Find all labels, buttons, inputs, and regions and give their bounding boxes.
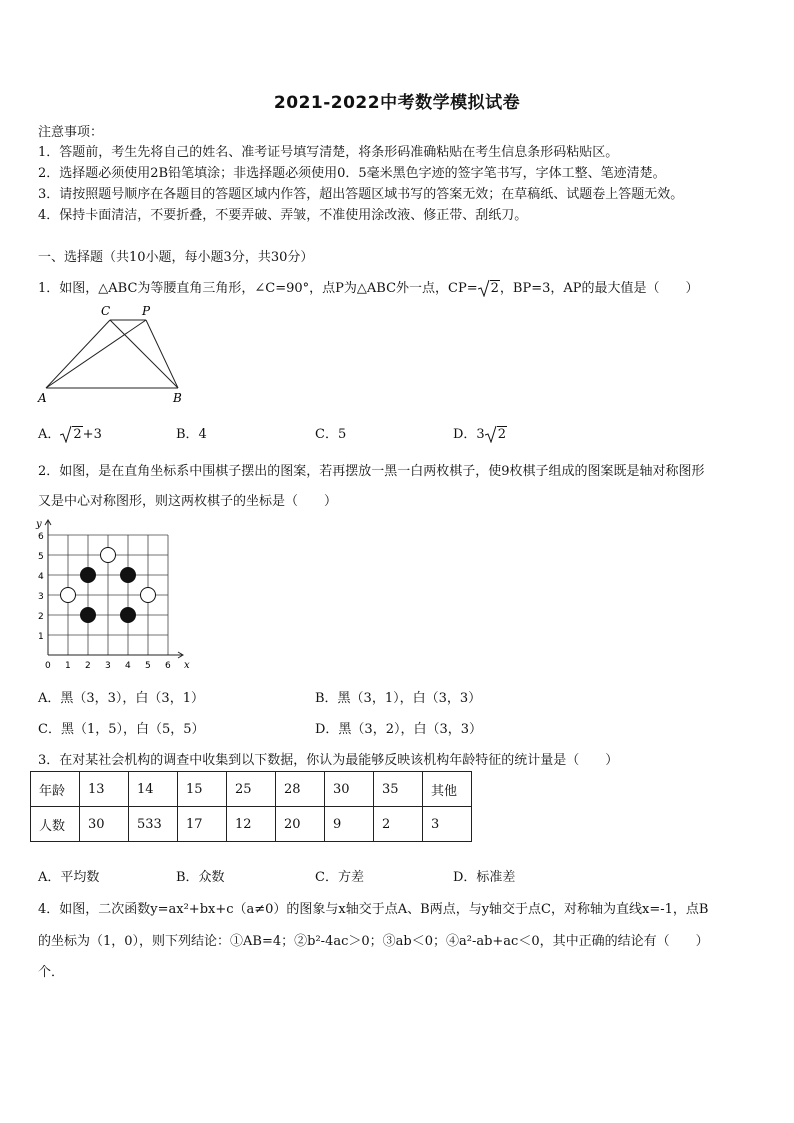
- q2-option-c[interactable]: C．黑（1，5），白（5，5）: [38, 722, 205, 737]
- q3-option-c[interactable]: C．方差: [315, 870, 364, 885]
- black-stone: [121, 568, 136, 583]
- table-cell: 年龄: [31, 772, 80, 807]
- white-stone: [61, 588, 76, 603]
- x-axis-label: x: [184, 660, 190, 671]
- question-4-stem-end: 个．: [38, 965, 65, 980]
- sqrt-expression: [485, 427, 507, 442]
- radicand: 2: [73, 427, 82, 442]
- notice-heading: 注意事项：: [38, 125, 104, 140]
- radicand: 2: [497, 427, 506, 442]
- white-stone: [141, 588, 156, 603]
- label-C: C: [101, 304, 111, 318]
- x-tick-label: 6: [165, 661, 171, 671]
- q1-text-after: ，BP=3，AP的最大值是（ ）: [499, 281, 699, 296]
- sqrt-expression: [478, 281, 500, 296]
- q2-option-d[interactable]: D．黑（3，2），白（3，3）: [315, 722, 483, 737]
- table-row-count: [31, 807, 472, 842]
- x-tick-label: 0: [45, 661, 51, 671]
- table-cell: 12: [227, 807, 276, 842]
- q3-option-a[interactable]: A．平均数: [38, 870, 100, 885]
- notice-item: 1．答题前，考生先将自己的姓名、准考证号填写清楚，将条形码准确粘贴在考生信息条形码粘贴区。: [38, 145, 619, 160]
- label-A: A: [38, 391, 47, 405]
- q3-option-d[interactable]: D．标准差: [453, 870, 516, 885]
- table-cell: 17: [178, 807, 227, 842]
- table-cell: 20: [276, 807, 325, 842]
- table-cell: 14: [129, 772, 178, 807]
- y-tick-label: 2: [38, 612, 44, 622]
- notice-item: 4．保持卡面清洁，不要折叠，不要弄破、弄皱，不准使用涂改液、修正带、刮纸刀。: [38, 208, 528, 223]
- table-cell: 人数: [31, 807, 80, 842]
- exam-title: 2021-2022中考数学模拟试卷: [273, 93, 521, 113]
- q1-option-b[interactable]: B．4: [176, 427, 207, 442]
- question-4-stem: 4．如图，二次函数y=ax²+bx+c（a≠0）的图象与x轴交于点A、B两点，与y轴交于点C，对称轴为直线x=-1，点B: [38, 902, 709, 917]
- y-axis-label: y: [36, 519, 42, 530]
- go-board-coordinate-figure: [30, 515, 195, 675]
- triangle-figure: [34, 300, 194, 410]
- option-a-prefix: A．: [38, 427, 61, 442]
- black-stone: [81, 608, 96, 623]
- option-d-prefix: D．3: [453, 427, 485, 442]
- table-cell: 13: [80, 772, 129, 807]
- table-cell: 35: [374, 772, 423, 807]
- table-cell: 30: [80, 807, 129, 842]
- notice-item: 3．请按照题号顺序在各题目的答题区域内作答，超出答题区域书写的答案无效；在草稿纸、试题卷上答题无效。: [38, 187, 684, 202]
- x-tick-label: 2: [85, 661, 91, 671]
- y-tick-label: 5: [38, 552, 44, 562]
- x-tick-label: 1: [65, 661, 71, 671]
- q1-text-before: 1．如图，△ABC为等腰直角三角形，∠C=90°，点P为△ABC外一点，CP=: [38, 281, 478, 296]
- question-4-stem-cont: 的坐标为（1，0），则下列结论：①AB=4；②b²-4ac＞0；③ab＜0；④a²-ab+ac＜0，其中正确的结论有（ ）: [38, 934, 709, 949]
- y-tick-label: 6: [38, 532, 44, 542]
- question-3-stem: 3．在对某社会机构的调查中收集到以下数据，你认为最能够反映该机构年龄特征的统计量是（ ）: [38, 753, 619, 768]
- table-cell: 其他: [423, 772, 472, 807]
- q2-option-b[interactable]: B．黑（3，1），白（3，3）: [315, 691, 482, 706]
- black-stone: [81, 568, 96, 583]
- table-cell: 2: [374, 807, 423, 842]
- option-a-suffix: +3: [82, 427, 102, 442]
- x-tick-label: 4: [125, 661, 131, 671]
- q1-option-c[interactable]: C．5: [315, 427, 347, 442]
- table-cell: 25: [227, 772, 276, 807]
- table-row-age: [31, 772, 472, 807]
- q1-option-a[interactable]: [38, 423, 102, 442]
- table-cell: 28: [276, 772, 325, 807]
- q1-option-d[interactable]: [453, 423, 507, 442]
- y-tick-label: 3: [38, 592, 44, 602]
- table-cell: 3: [423, 807, 472, 842]
- question-2-stem-cont: 又是中心对称图形，则这两枚棋子的坐标是（ ）: [38, 494, 338, 509]
- x-tick-label: 5: [145, 661, 151, 671]
- question-1-stem: [38, 277, 699, 296]
- table-cell: 533: [129, 807, 178, 842]
- x-tick-label: 3: [105, 661, 111, 671]
- q2-option-a[interactable]: A．黑（3，3），白（3，1）: [38, 691, 204, 706]
- table-cell: 30: [325, 772, 374, 807]
- label-B: B: [173, 391, 182, 405]
- notice-item: 2．选择题必须使用2B铅笔填涂；非选择题必须使用0．5毫米黑色字迹的签字笔书写，字体工整、笔迹清楚。: [38, 166, 666, 181]
- section-heading: 一、选择题（共10小题，每小题3分，共30分）: [38, 250, 314, 265]
- q3-option-b[interactable]: B．众数: [176, 870, 225, 885]
- label-P: P: [142, 304, 151, 318]
- age-data-table: [30, 771, 472, 842]
- sqrt-expression: [60, 427, 82, 442]
- y-tick-label: 1: [38, 632, 44, 642]
- black-stone: [121, 608, 136, 623]
- white-stone: [101, 548, 116, 563]
- radicand: 2: [490, 281, 499, 296]
- question-2-stem: 2．如图，是在直角坐标系中围棋子摆出的图案，若再摆放一黑一白两枚棋子，使9枚棋子组成的图案既是轴对称图形: [38, 464, 705, 479]
- y-tick-label: 4: [38, 572, 44, 582]
- table-cell: 15: [178, 772, 227, 807]
- table-cell: 9: [325, 807, 374, 842]
